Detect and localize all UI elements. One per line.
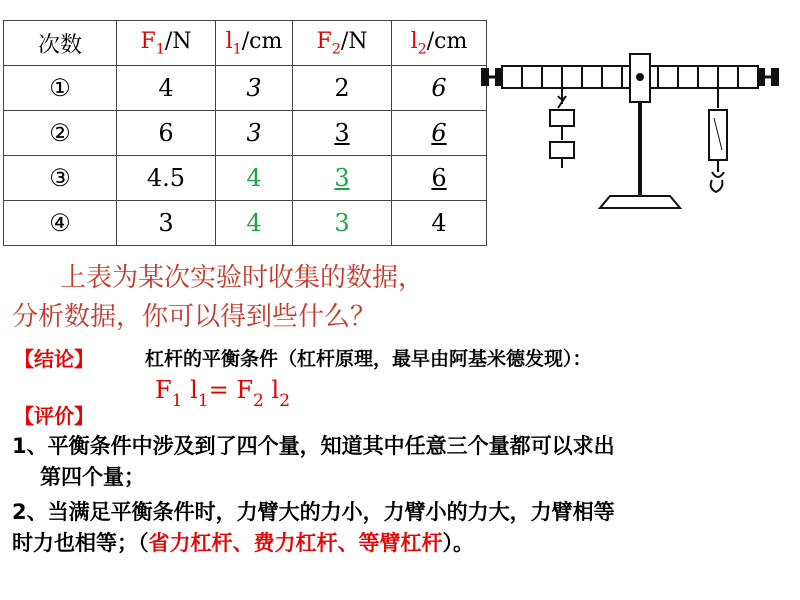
formula-l2: l	[271, 376, 280, 404]
cell-trial: ③	[4, 156, 117, 201]
cell-trial: ②	[4, 111, 117, 156]
header-f2-sub: 2	[331, 41, 341, 58]
formula-f2: F	[236, 376, 254, 404]
lever-types-highlight: 省力杠杆、费力杠杆、等臂杠杆	[148, 531, 443, 555]
cell-f1: 6	[117, 111, 216, 156]
header-f1-sub: 1	[155, 41, 165, 58]
header-f2-symbol: F	[316, 28, 332, 54]
cell-l1: 4	[216, 156, 293, 201]
header-l1-sub: 1	[232, 41, 242, 58]
formula-l1-sub: 1	[197, 391, 209, 411]
evaluation-item-1-line-2: 第四个量；	[40, 465, 145, 489]
cell-f2: 3	[293, 201, 392, 246]
question-line-1: 上表为某次实验时收集的数据，	[60, 263, 425, 293]
header-l1	[216, 21, 293, 66]
evaluation-item-2-line-1: 2、当满足平衡条件时，力臂大的力小，力臂小的力大，力臂相等	[12, 500, 615, 524]
formula-equals: =	[208, 376, 229, 404]
formula-f1: F	[155, 376, 172, 404]
evaluation-item-2-line-2	[12, 527, 474, 557]
cell-l2: 6	[392, 66, 487, 111]
table-row	[4, 201, 487, 246]
header-f1-symbol: F	[140, 28, 156, 54]
header-f2	[293, 21, 392, 66]
header-l2-unit: /cm	[426, 28, 468, 54]
table-row	[4, 156, 487, 201]
header-f1-unit: /N	[164, 28, 192, 54]
cell-f2: 3	[293, 111, 392, 156]
header-l2-symbol: l	[410, 28, 418, 54]
cell-trial: ④	[4, 201, 117, 246]
evaluation-item-2-suffix: ）。	[442, 531, 474, 555]
header-trial-label: 次数	[37, 32, 82, 58]
header-trial	[4, 21, 117, 66]
table-row	[4, 66, 487, 111]
formula-f1-sub: 1	[171, 391, 183, 411]
cell-l2: 4	[392, 201, 487, 246]
table-row	[4, 111, 487, 156]
evaluation-item-2-prefix: 时力也相等；（	[12, 531, 149, 555]
cell-l2: 6	[392, 156, 487, 201]
cell-l1: 4	[216, 201, 293, 246]
evaluation-tag: 【评价】	[14, 404, 94, 428]
evaluation-item-1-line-1: 1、平衡条件中涉及到了四个量，知道其中任意三个量都可以求出	[12, 434, 615, 458]
balance-formula	[155, 376, 291, 411]
cell-f1: 4	[117, 66, 216, 111]
header-f1	[117, 21, 216, 66]
cell-f1: 4.5	[117, 156, 216, 201]
cell-l1: 3	[216, 66, 293, 111]
cell-f1: 3	[117, 201, 216, 246]
cell-f2: 2	[293, 66, 392, 111]
table-header-row	[4, 21, 487, 66]
header-f2-unit: /N	[340, 28, 368, 54]
cell-l2: 6	[392, 111, 487, 156]
conclusion-tag: 【结论】	[14, 347, 94, 371]
header-l1-unit: /cm	[241, 28, 283, 54]
cell-trial: ①	[4, 66, 117, 111]
cell-f2: 3	[293, 156, 392, 201]
header-l2	[392, 21, 487, 66]
conclusion-text: 杠杆的平衡条件（杠杆原理，最早由阿基米德发现）：	[145, 348, 592, 370]
cell-l1: 3	[216, 111, 293, 156]
data-table	[3, 20, 487, 246]
formula-l2-sub: 2	[279, 391, 291, 411]
formula-l1: l	[190, 376, 198, 404]
header-l1-symbol: l	[225, 28, 233, 54]
formula-f2-sub: 2	[253, 391, 264, 411]
question-line-2: 分析数据，你可以得到些什么？	[12, 302, 377, 332]
header-l2-sub: 2	[417, 41, 427, 58]
lever-balance-apparatus-icon	[480, 30, 780, 220]
